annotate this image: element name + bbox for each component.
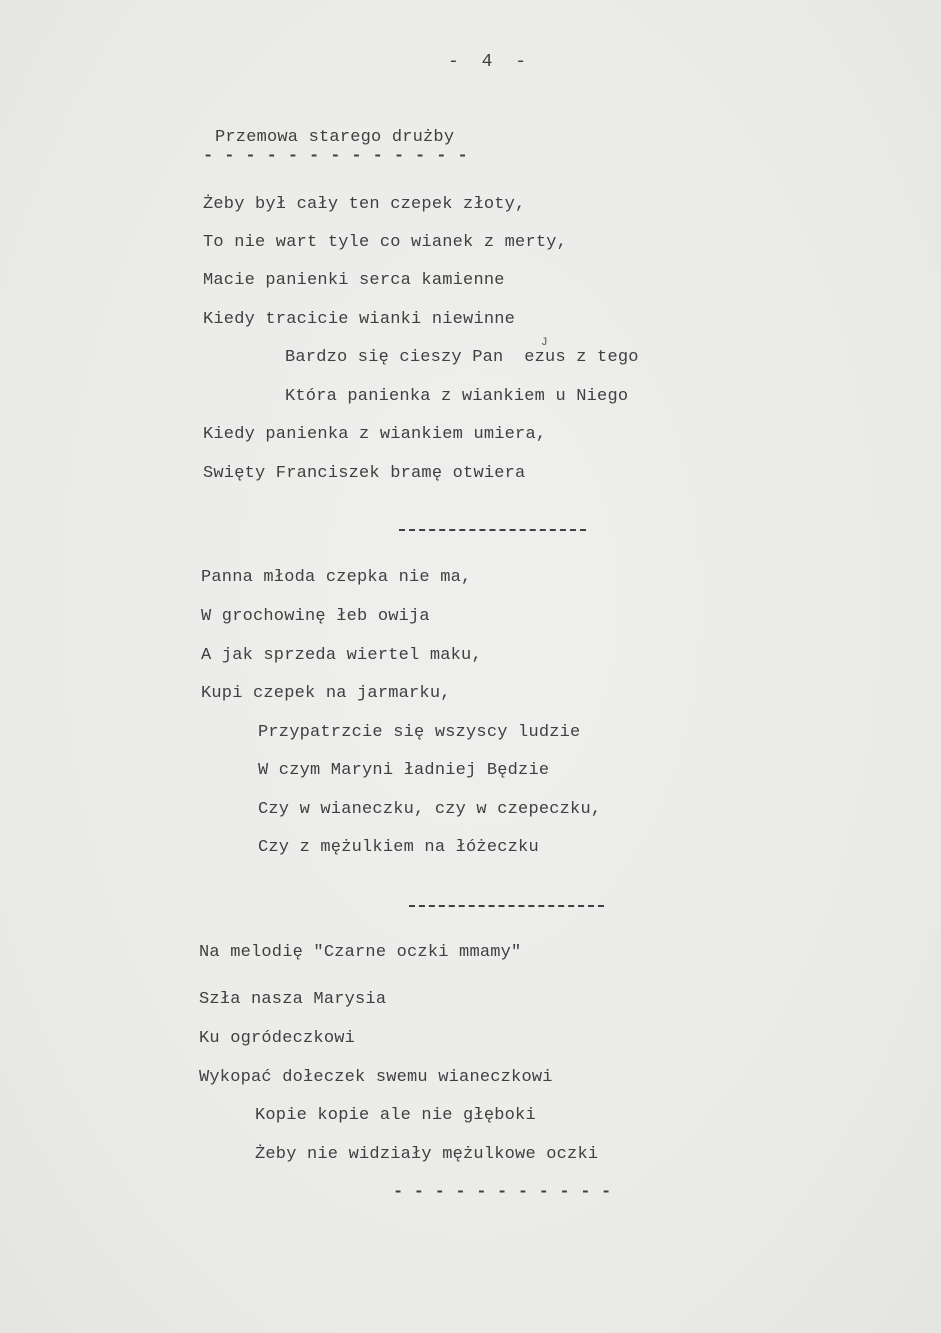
poem-line: Kiedy panienka z wiankiem umiera, [203, 425, 547, 444]
end-divider: - - - - - - - - - - - [393, 1183, 612, 1202]
poem-line: Macie panienki serca kamienne [203, 271, 505, 290]
section-title: Przemowa starego drużby [215, 128, 455, 147]
poem-line: To nie wart tyle co wianek z merty, [203, 233, 568, 252]
melody-heading: Na melodię "Czarne oczki mmamy" [199, 943, 522, 962]
poem-line-indented: W czym Maryni ładniej Będzie [258, 761, 550, 780]
title-underline: - - - - - - - - - - - - - [203, 147, 469, 166]
poem-line: Panna młoda czepka nie ma, [201, 568, 472, 587]
poem-line: Swięty Franciszek bramę otwiera [203, 464, 526, 483]
section-divider [399, 529, 586, 531]
section-divider [409, 905, 604, 907]
poem-line: A jak sprzeda wiertel maku, [201, 646, 482, 665]
poem-line: Szła nasza Marysia [199, 990, 387, 1009]
poem-line-indented: Kopie kopie ale nie głęboki [255, 1106, 536, 1125]
poem-line: Kupi czepek na jarmarku, [201, 684, 451, 703]
poem-line: Ku ogródeczkowi [199, 1029, 356, 1048]
poem-line: Żeby był cały ten czepek złoty, [203, 195, 526, 214]
poem-line-indented: Która panienka z wiankiem u Niego [285, 387, 629, 406]
poem-line-indented: Przypatrzcie się wszyscy ludzie [258, 723, 581, 742]
poem-line: Kiedy tracicie wianki niewinne [203, 310, 516, 329]
page-number: - 4 - [448, 52, 533, 72]
poem-line-indented: Czy z mężulkiem na łóżeczku [258, 838, 539, 857]
poem-line-indented: Bardzo się cieszy Pan ezus z tego [285, 348, 639, 367]
poem-line: W grochowinę łeb owija [201, 607, 430, 626]
poem-line: Wykopać dołeczek swemu wianeczkowi [199, 1068, 553, 1087]
poem-line-indented: Czy w wianeczku, czy w czepeczku, [258, 800, 602, 819]
poem-line-indented: Żeby nie widziały mężulkowe oczki [255, 1145, 599, 1164]
handwritten-correction: J [541, 337, 548, 349]
